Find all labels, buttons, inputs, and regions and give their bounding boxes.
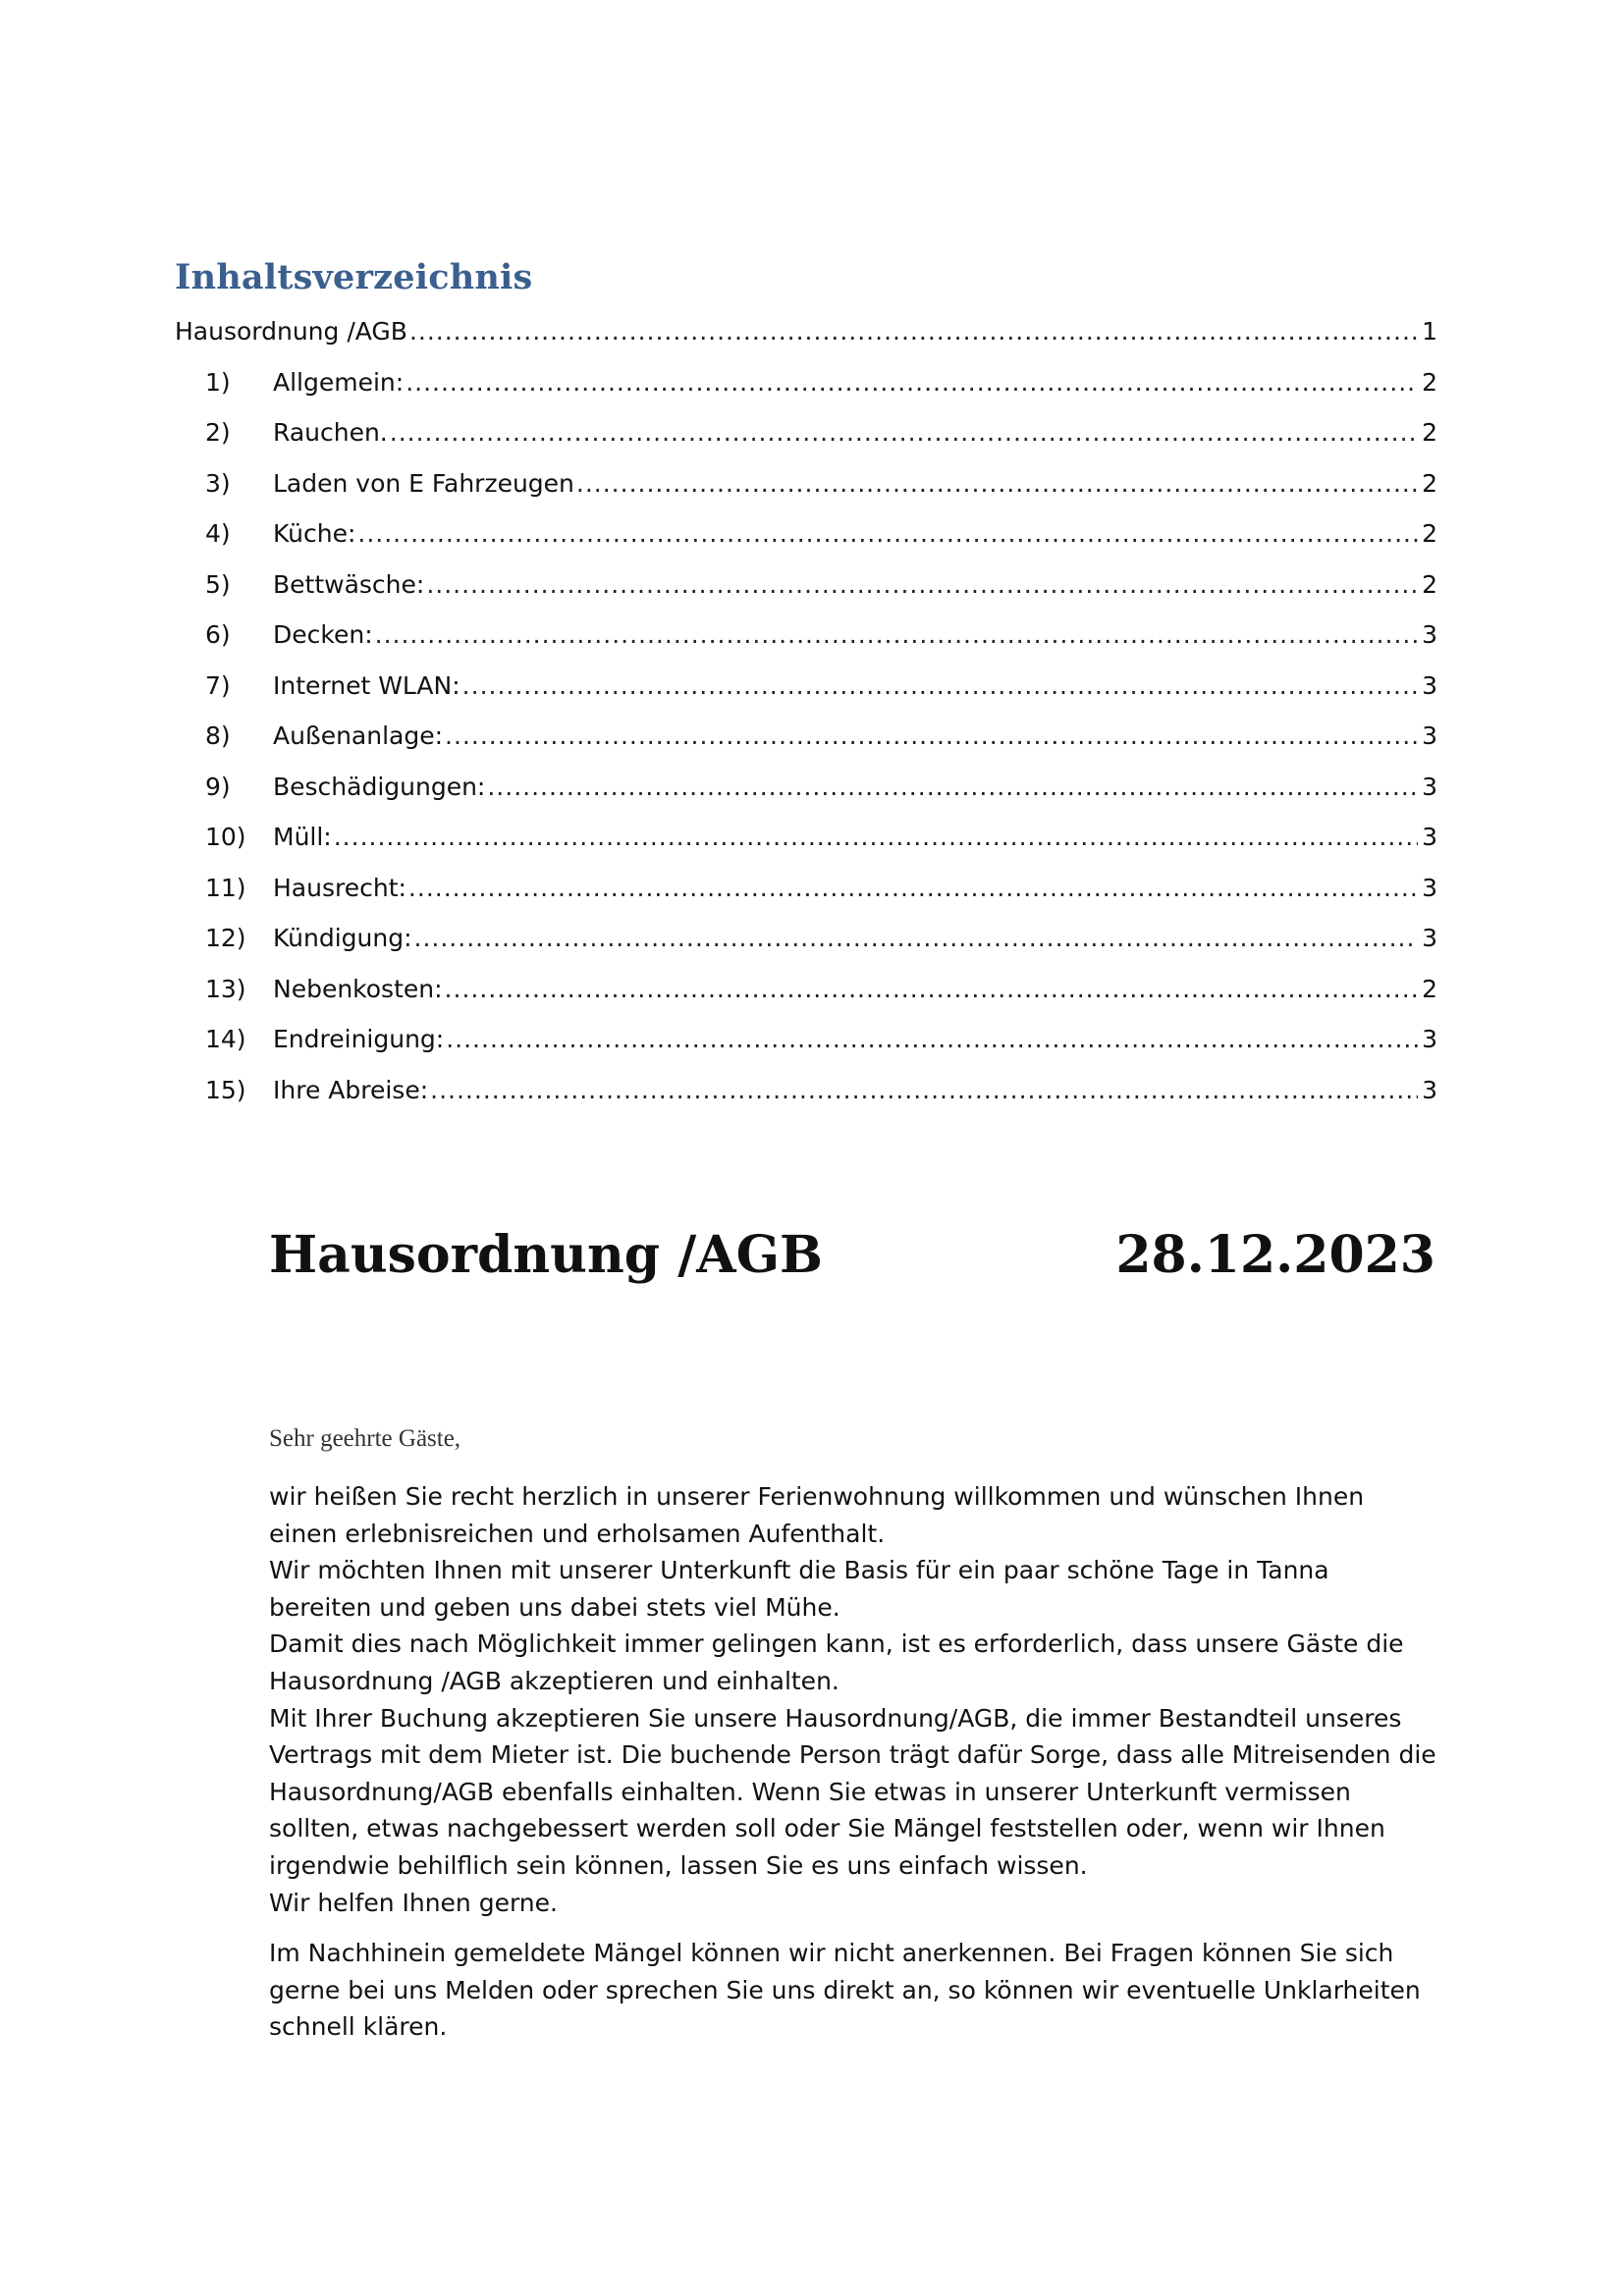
toc-entry-page: 2 — [1422, 570, 1437, 599]
text-line: sollten, etwas nachgebessert werden soll oder Sie Mängel feststellen oder, wenn wir Ihnen — [269, 1814, 1385, 1843]
toc-entry[interactable] — [175, 363, 1437, 402]
text-line: Hausordnung/AGB ebenfalls einhalten. Wenn Sie etwas in unserer Unterkunft vermissen — [269, 1777, 1351, 1806]
toc-entry[interactable] — [175, 565, 1437, 605]
text-line: Wir helfen Ihnen gerne. — [269, 1888, 558, 1917]
toc-entry-page: 3 — [1422, 721, 1437, 750]
toc-leader-dots — [390, 413, 1418, 453]
toc-entry-number: 4) — [205, 519, 231, 548]
toc-entry-title: Rauchen. — [273, 418, 388, 447]
text-line: schnell klären. — [269, 2012, 448, 2042]
toc-entry-title: Beschädigungen: — [273, 773, 486, 801]
toc-entry-number: 1) — [205, 368, 231, 397]
toc-leader-dots — [576, 464, 1418, 504]
toc-leader-dots — [334, 818, 1418, 857]
toc-leader-dots — [446, 1020, 1418, 1059]
toc-entry[interactable] — [175, 667, 1437, 706]
toc-entry-page: 1 — [1422, 317, 1437, 346]
toc-leader-dots — [462, 667, 1418, 706]
toc-leader-dots — [445, 970, 1418, 1009]
toc-entry[interactable] — [175, 1020, 1437, 1059]
toc-entry-page: 3 — [1422, 924, 1437, 952]
toc-entry[interactable] — [175, 413, 1437, 453]
toc-leader-dots — [408, 869, 1418, 908]
toc-entry-title: Endreinigung: — [273, 1025, 445, 1053]
toc-entry-page: 3 — [1422, 620, 1437, 649]
toc-entry[interactable] — [175, 717, 1437, 756]
toc-leader-dots — [445, 717, 1418, 756]
toc-entry[interactable] — [175, 970, 1437, 1009]
toc-entry[interactable] — [175, 818, 1437, 857]
toc-entry-page: 3 — [1422, 1076, 1437, 1104]
toc-entry-page: 3 — [1422, 874, 1437, 902]
toc-entry-number: 15) — [205, 1076, 246, 1104]
text-line: Hausordnung /AGB akzeptieren und einhalten. — [269, 1666, 839, 1695]
toc-leader-dots — [487, 768, 1418, 807]
toc-entry-number: 5) — [205, 570, 231, 599]
toc-leader-dots — [430, 1071, 1418, 1110]
text-line: bereiten und geben uns dabei stets viel Mühe. — [269, 1592, 840, 1622]
toc-entry-number: 9) — [205, 773, 231, 801]
toc-leader-dots — [426, 565, 1418, 605]
toc-entry-title: Decken: — [273, 620, 373, 649]
toc-entry-number: 10) — [205, 823, 246, 851]
document-title: Hausordnung /AGB — [269, 1225, 823, 1285]
text-line: Im Nachhinein gemeldete Mängel können wir nicht anerkennen. Bei Fragen können Sie sich — [269, 1939, 1394, 1968]
toc-entry-number: 7) — [205, 671, 231, 700]
toc-entry-title: Kündigung: — [273, 924, 412, 952]
text-line: Mit Ihrer Buchung akzeptieren Sie unsere Hausordnung/AGB, die immer Bestandteil unseres — [269, 1703, 1402, 1733]
text-line: einen erlebnisreichen und erholsamen Aufenthalt. — [269, 1519, 886, 1548]
toc-entry[interactable] — [175, 312, 1437, 351]
toc-entry-page: 3 — [1422, 773, 1437, 801]
salutation: Sehr geehrte Gäste, — [269, 1425, 461, 1452]
toc-entry-page: 2 — [1422, 368, 1437, 397]
toc-entry[interactable] — [175, 514, 1437, 554]
toc-entry-number: 14) — [205, 1025, 246, 1053]
toc-entry-number: 11) — [205, 874, 246, 902]
toc-leader-dots — [357, 514, 1418, 554]
toc-entry-title: Hausrecht: — [273, 874, 406, 902]
toc-leader-dots — [375, 615, 1418, 655]
toc-entry[interactable] — [175, 464, 1437, 504]
toc-entry-number: 6) — [205, 620, 231, 649]
toc-entry-title: Müll: — [273, 823, 332, 851]
toc-entry-title: Allgemein: — [273, 368, 405, 397]
toc-entry-title: Bettwäsche: — [273, 570, 425, 599]
toc-entry-number: 12) — [205, 924, 246, 952]
toc-entry-page: 2 — [1422, 469, 1437, 498]
toc-leader-dots — [414, 919, 1418, 958]
toc-entry[interactable] — [175, 1071, 1437, 1110]
text-line: Wir möchten Ihnen mit unserer Unterkunft die Basis für ein paar schöne Tage in Tanna — [269, 1556, 1329, 1585]
toc-entry[interactable] — [175, 768, 1437, 807]
text-line: Damit dies nach Möglichkeit immer gelingen kann, ist es erforderlich, dass unsere Gäste die — [269, 1629, 1404, 1659]
intro-text — [269, 1478, 1447, 2046]
toc-entry-number: 13) — [205, 975, 246, 1003]
toc-heading: Inhaltsverzeichnis — [175, 257, 533, 297]
toc-entry[interactable] — [175, 615, 1437, 655]
toc-leader-dots — [409, 312, 1418, 351]
toc-entry[interactable] — [175, 869, 1437, 908]
toc-entry-page: 2 — [1422, 418, 1437, 447]
text-line: irgendwie behilflich sein können, lassen Sie es uns einfach wissen. — [269, 1850, 1088, 1880]
toc-entry-title: Ihre Abreise: — [273, 1076, 429, 1104]
toc-entry-title: Hausordnung /AGB — [175, 317, 407, 346]
toc-entry-title: Nebenkosten: — [273, 975, 443, 1003]
toc-entry-number: 8) — [205, 721, 231, 750]
toc-entry-title: Küche: — [273, 519, 356, 548]
text-line: Vertrags mit dem Mieter ist. Die buchende Person trägt dafür Sorge, dass alle Mitreisenden die — [269, 1740, 1436, 1770]
toc-entry-title: Laden von E Fahrzeugen — [273, 469, 574, 498]
toc-entry-page: 3 — [1422, 671, 1437, 700]
document-date: 28.12.2023 — [1115, 1225, 1435, 1285]
toc-entry-number: 2) — [205, 418, 231, 447]
toc-entry-page: 2 — [1422, 519, 1437, 548]
toc-entry-page: 2 — [1422, 975, 1437, 1003]
text-line: gerne bei uns Melden oder sprechen Sie uns direkt an, so können wir eventuelle Unklarheiten — [269, 1975, 1421, 2004]
toc-entry-title: Außenanlage: — [273, 721, 444, 750]
toc-entry[interactable] — [175, 919, 1437, 958]
toc-entry-number: 3) — [205, 469, 231, 498]
text-line: wir heißen Sie recht herzlich in unserer Ferienwohnung willkommen und wünschen Ihnen — [269, 1482, 1365, 1511]
toc-leader-dots — [406, 363, 1418, 402]
toc-entry-page: 3 — [1422, 1025, 1437, 1053]
toc-entry-title: Internet WLAN: — [273, 671, 460, 700]
toc-entry-page: 3 — [1422, 823, 1437, 851]
